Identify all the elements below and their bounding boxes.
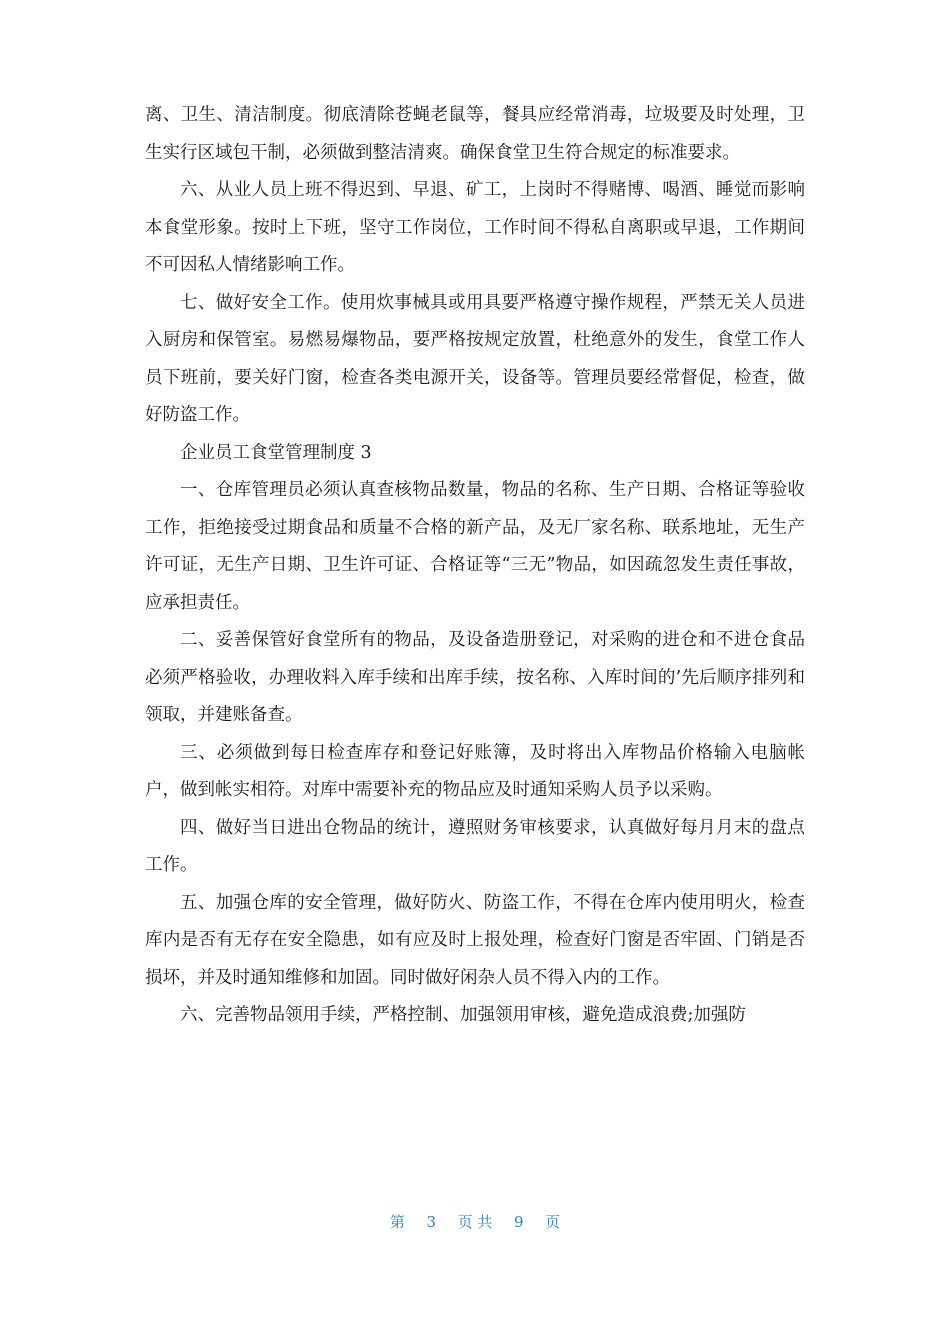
paragraph-5: 二、妥善保管好食堂所有的物品，及设备造册登记，对采购的进仓和不进仓食品必须严格验收，办理收料入库手续和出库手续，按名称、入库时间的’先后顺序排列和领取，并建账备查。: [145, 630, 805, 725]
footer-label-end: 页: [545, 1213, 561, 1231]
paragraph-9: 六、完善物品领用手续，严格控制、加强领用审核，避免造成浪费;加强防: [180, 1005, 746, 1025]
footer-total-pages: 9: [513, 1213, 524, 1231]
paragraph-2: 七、做好安全工作。使用炊事械具或用具要严格遵守操作规程，严禁无关人员进入厨房和保管室。易燃易爆物品，要严格按规定放置，杜绝意外的发生，食堂工作人员下班前，要关好门窗，检查各类电源开关，设备等。管理员要经常督促，检查，做好防盗工作。: [145, 292, 805, 425]
paragraph-8: 五、加强仓库的安全管理，做好防火、防盗工作，不得在仓库内使用明火，检查库内是否有无存在安全隐患，如有应及时上报处理，检查好门窗是否牢固、门销是否损坏，并及时通知维修和加固。同时做好闲杂人员不得入内的工作。: [145, 892, 805, 988]
paragraph-7: 四、做好当日进出仓物品的统计，遵照财务审核要求，认真做好每月月末的盘点工作。: [145, 817, 805, 875]
paragraph-4: 一、仓库管理员必须认真查核物品数量，物品的名称、生产日期、合格证等验收工作，拒绝接受过期食品和质量不合格的新产品，及无厂家名称、联系地址，无生产许可证，无生产日期、卫生许可证、合格证等“三无”物品，如因疏忽发生责任事故，应承担责任。: [145, 480, 805, 613]
page-footer: [0, 1211, 950, 1232]
paragraph-0: 离、卫生、清洁制度。彻底清除苍蝇老鼠等，餐具应经常消毒，垃圾要及时处理，卫生实行区域包干制，必须做到整洁清爽。确保食堂卫生符合规定的标准要求。: [145, 105, 805, 163]
paragraph-6: 三、必须做到每日检查库存和登记好账簿，及时将出入库物品价格输入电脑帐户，做到帐实相符。对库中需要补充的物品应及时通知采购人员予以采购。: [145, 742, 805, 800]
document-body: [145, 97, 805, 1035]
paragraph-1: 六、从业人员上班不得迟到、早退、矿工，上岗时不得赌博、喝酒、睡觉而影响本食堂形象。按时上下班，坚守工作岗位，工作时间不得私自离职或早退，工作期间不可因私人情绪影响工作。: [145, 180, 805, 275]
footer-label-page: 第: [389, 1213, 405, 1231]
footer-current-page: 3: [426, 1213, 437, 1231]
section-heading: 企业员工食堂管理制度 3: [180, 442, 372, 463]
footer-label-of: 页 共: [457, 1213, 493, 1231]
